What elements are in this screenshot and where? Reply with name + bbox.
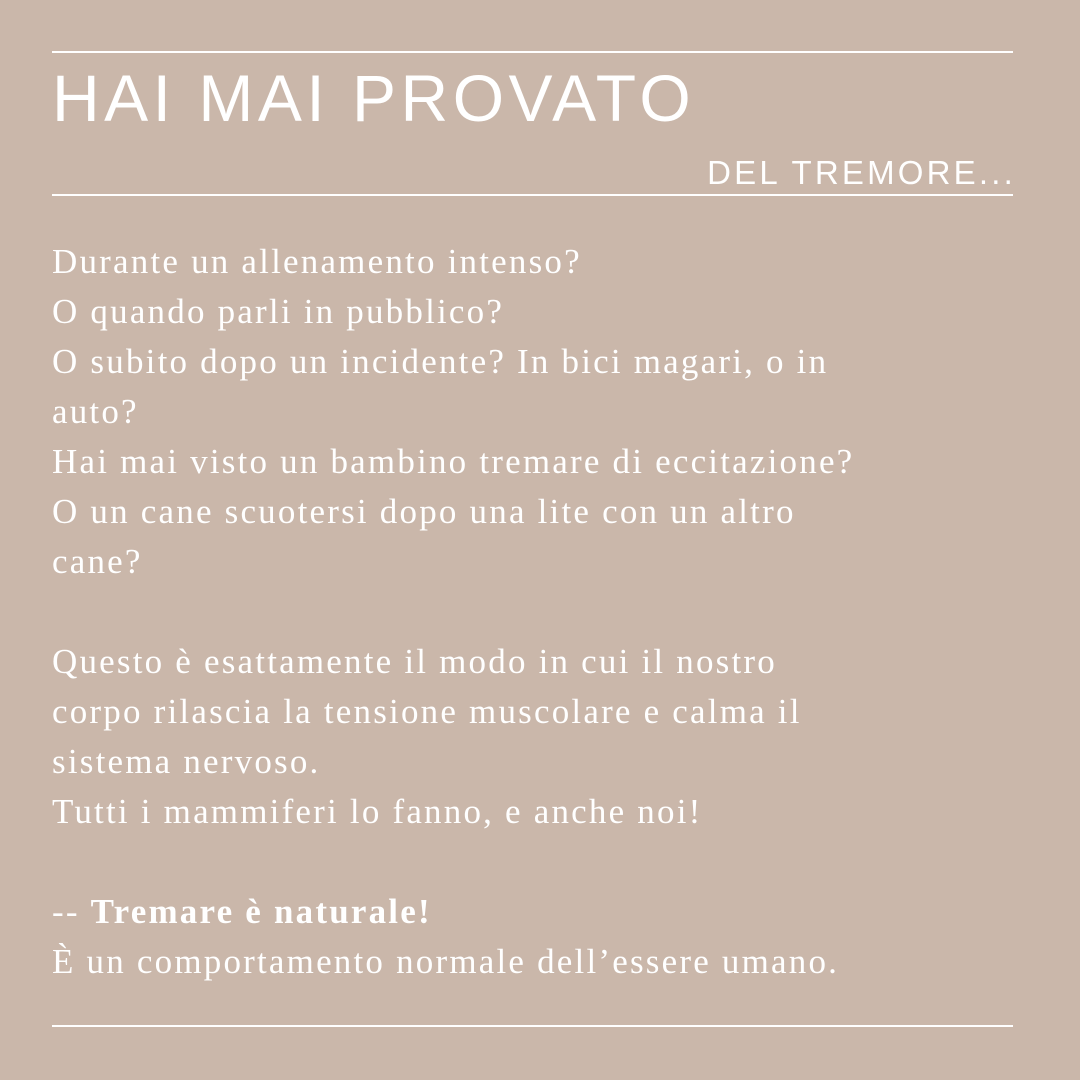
closing-emphasis: Tremare è naturale!: [90, 892, 432, 931]
header-divider: [52, 194, 1013, 196]
paragraph-spacer: [52, 837, 1027, 887]
paragraph2-line-1: Questo è esattamente il modo in cui il nostro: [52, 642, 777, 681]
paragraph2-line-3: sistema nervoso.: [52, 742, 321, 781]
paragraph-spacer: [52, 587, 1027, 637]
paragraph2-line-4: Tutti i mammiferi lo fanno, e anche noi!: [52, 792, 703, 831]
closing-prefix: --: [52, 892, 91, 931]
paragraph2-line-2: corpo rilascia la tensione muscolare e calma il: [52, 692, 802, 731]
paragraph1-line-2: O quando parli in pubblico?: [52, 292, 505, 331]
paragraph1-line-4: auto?: [52, 392, 139, 431]
top-divider: [52, 51, 1013, 53]
paragraph1-line-1: Durante un allenamento intenso?: [52, 242, 582, 281]
closing-line-1: [52, 887, 1027, 937]
page-subtitle: DEL TREMORE...: [707, 154, 1016, 191]
page-title: HAI MAI PROVATO: [52, 61, 696, 135]
closing-line-2: È un comportamento normale dell’essere umano.: [52, 942, 840, 981]
body-text: [52, 237, 1027, 987]
bottom-divider: [52, 1025, 1013, 1027]
paragraph1-line-6: O un cane scuotersi dopo una lite con un altro: [52, 492, 796, 531]
paragraph1-line-7: cane?: [52, 542, 143, 581]
paragraph1-line-5: Hai mai visto un bambino tremare di eccitazione?: [52, 442, 855, 481]
paragraph1-line-3: O subito dopo un incidente? In bici magari, o in: [52, 342, 829, 381]
